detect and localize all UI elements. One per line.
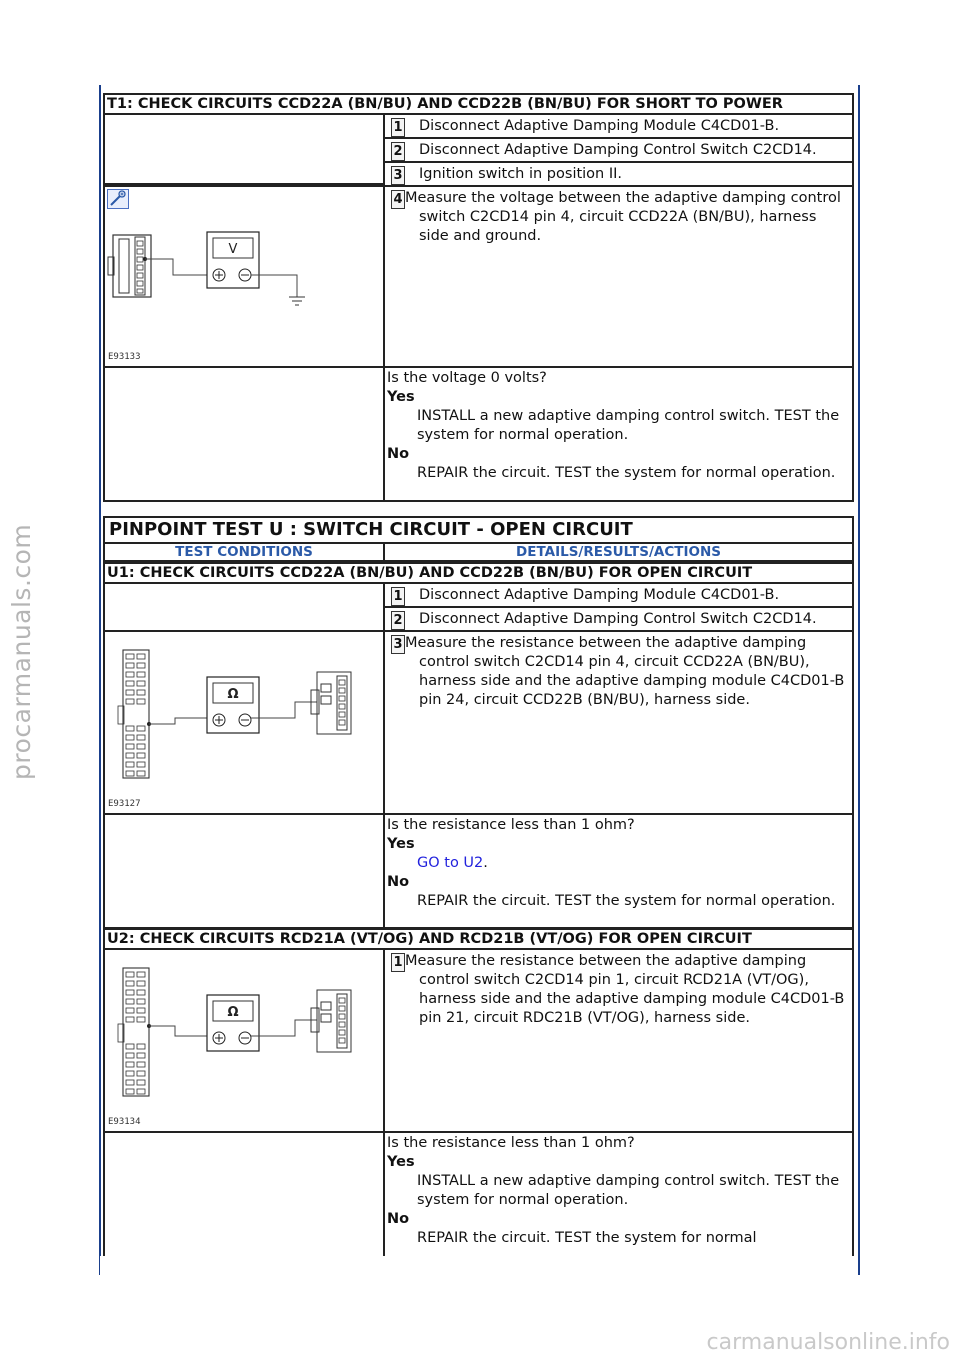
yes-label: Yes — [387, 389, 415, 405]
step-row — [383, 948, 854, 1133]
step-text: Ignition switch in position II. — [419, 166, 623, 182]
column-heading-details: DETAILS/RESULTS/ACTIONS — [383, 542, 854, 562]
result-cell — [383, 366, 854, 502]
step-number: 1 — [391, 953, 405, 972]
pinpoint-title: PINPOINT TEST U : SWITCH CIRCUIT - OPEN CIRCUIT — [103, 516, 854, 544]
step-row — [383, 630, 854, 815]
figure-label: E93127 — [108, 799, 141, 809]
figure-label: E93133 — [108, 352, 141, 362]
ohmmeter-icon — [207, 995, 259, 1051]
step-number: 4 — [391, 190, 405, 209]
conditions-cell — [103, 813, 385, 929]
wiring-diagram — [105, 187, 383, 366]
step-text: Disconnect Adaptive Damping Control Switch C2CD14. — [419, 611, 817, 627]
step-row — [383, 161, 854, 187]
section-header-t1: T1: CHECK CIRCUITS CCD22A (BN/BU) AND CCD22B (BN/BU) FOR SHORT TO POWER — [103, 93, 854, 115]
no-action: REPAIR the circuit. TEST the system for normal operation. — [417, 465, 836, 481]
step-number: 2 — [391, 611, 405, 630]
ground-icon — [289, 297, 305, 305]
ohmmeter-icon — [207, 677, 259, 733]
step-text: Measure the resistance between the adaptive damping control switch C2CD14 pin 1, circuit RCD21A (VT/OG), harness side and the adaptive damping module C4CD01-B pin 21, circuit RDC21B (VT/OG), harness side. — [405, 953, 845, 1026]
module-connector-icon — [118, 968, 149, 1096]
figure-label: E93134 — [108, 1117, 141, 1127]
yes-action: INSTALL a new adaptive damping control switch. TEST the system for normal operation. — [417, 408, 840, 443]
wiring-diagram — [105, 950, 383, 1131]
page-cutoff-mask — [100, 1256, 857, 1296]
step-row — [383, 113, 854, 139]
figure-cell-u1 — [103, 630, 385, 815]
step-number: 2 — [391, 142, 405, 161]
switch-connector-icon — [311, 990, 351, 1052]
conditions-cell — [103, 366, 385, 502]
frame-line-right — [858, 85, 860, 1275]
step-text: Measure the resistance between the adaptive damping control switch C2CD14 pin 4, circuit CCD22A (BN/BU), harness side and the adaptive damping module C4CD01-B pin 24, circuit CCD22B (BN/BU), harness side. — [405, 635, 845, 708]
result-cell — [383, 813, 854, 929]
result-question: Is the voltage 0 volts? — [387, 370, 547, 386]
switch-connector-icon — [311, 672, 351, 734]
section-header-u2: U2: CHECK CIRCUITS RCD21A (VT/OG) AND RCD21B (VT/OG) FOR OPEN CIRCUIT — [103, 928, 854, 950]
step-row — [383, 582, 854, 608]
yes-action — [387, 854, 846, 873]
result-question: Is the resistance less than 1 ohm? — [387, 1135, 635, 1151]
figure-cell-t1 — [103, 185, 385, 368]
step-text: Disconnect Adaptive Damping Module C4CD01-B. — [419, 587, 780, 603]
meter-symbol: V — [228, 242, 238, 257]
step-row — [383, 606, 854, 632]
goto-u2-link[interactable]: GO to U2 — [417, 855, 484, 871]
no-action: REPAIR the circuit. TEST the system for normal operation. — [417, 893, 836, 909]
zoom-icon[interactable] — [107, 189, 129, 209]
conditions-cell — [103, 582, 385, 632]
connector-icon — [108, 235, 151, 297]
wiring-diagram — [105, 632, 383, 813]
step-number: 1 — [391, 587, 405, 606]
meter-symbol: Ω — [227, 1005, 239, 1020]
column-heading-conditions: TEST CONDITIONS — [103, 542, 385, 562]
watermark-bottom: carmanualsonline.info — [706, 1330, 950, 1355]
frame-line-left — [99, 85, 101, 1275]
step-text: Disconnect Adaptive Damping Module C4CD01-B. — [419, 118, 780, 134]
yes-label: Yes — [387, 836, 415, 852]
no-action: REPAIR the circuit. TEST the system for normal — [417, 1230, 757, 1246]
step-number: 3 — [391, 166, 405, 185]
result-question: Is the resistance less than 1 ohm? — [387, 817, 635, 833]
meter-symbol: Ω — [227, 687, 239, 702]
conditions-cell — [103, 113, 385, 185]
step-row — [383, 185, 854, 368]
yes-action: INSTALL a new adaptive damping control switch. TEST the system for normal operation. — [417, 1173, 840, 1208]
step-text: Measure the voltage between the adaptive damping control switch C2CD14 pin 4, circuit CCD22A (BN/BU), harness side and ground. — [405, 190, 841, 244]
section-header-u1: U1: CHECK CIRCUITS CCD22A (BN/BU) AND CCD22B (BN/BU) FOR OPEN CIRCUIT — [103, 562, 854, 584]
no-label: No — [387, 874, 410, 890]
yes-suffix: . — [483, 855, 488, 871]
no-label: No — [387, 446, 410, 462]
step-number: 1 — [391, 118, 405, 137]
module-connector-icon — [118, 650, 149, 778]
watermark-left: procarmanuals.com — [7, 523, 36, 780]
step-number: 3 — [391, 635, 405, 654]
voltmeter-icon — [207, 232, 259, 288]
step-text: Disconnect Adaptive Damping Control Switch C2CD14. — [419, 142, 817, 158]
step-row — [383, 137, 854, 163]
no-label: No — [387, 1211, 410, 1227]
figure-cell-u2 — [103, 948, 385, 1133]
yes-label: Yes — [387, 1154, 415, 1170]
